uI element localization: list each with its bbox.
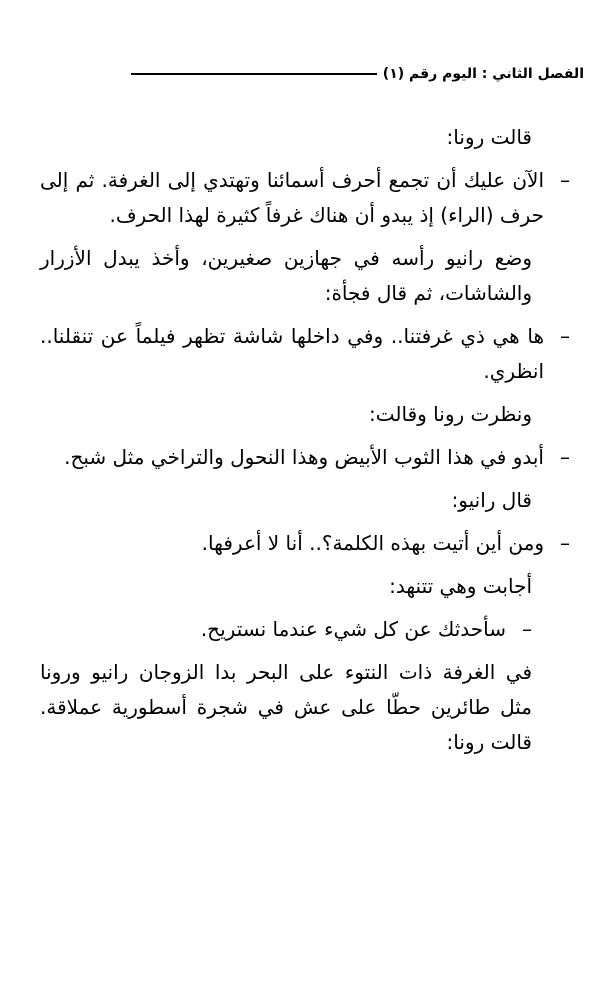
dialogue-text: ها هي ذي غرفتنا.. وفي داخلها شاشة تظهر فيلماً عن تنقلنا.. انظري. [40, 324, 544, 383]
chapter-title: الفصل الثاني : اليوم رقم (١) [382, 66, 584, 82]
dialogue-dash: – [560, 324, 570, 348]
narration-paragraph: وضع رانيو رأسه في جهازين صغيرين، وأخذ يبدل الأزرار والشاشات، ثم قال فجأة: [40, 246, 532, 305]
dialogue-line [40, 319, 570, 389]
dialogue-text: أبدو في هذا الثوب الأبيض وهذا النحول والتراخي مثل شبح. [64, 445, 544, 469]
dialogue-line [40, 612, 570, 647]
body-text [40, 120, 570, 768]
dialogue-text: الآن عليك أن تجمع أحرف أسمائنا وتهتدي إلى الغرفة. ثم إلى حرف (الراء) إذ يبدو أن هناك غرفاً كثيرة لهذا الحرف. [40, 168, 544, 227]
dialogue-text: ومن أين أتيت بهذه الكلمة؟.. أنا لا أعرفها. [201, 531, 544, 555]
dialogue-dash: – [560, 531, 570, 555]
narration-paragraph: قالت رونا: [446, 125, 532, 149]
narration-paragraph: أجابت وهي تتنهد: [389, 574, 532, 598]
dialogue-line [40, 163, 570, 233]
dialogue-text: سأحدثك عن كل شيء عندما نستريح. [200, 617, 506, 641]
narration-paragraph: ونظرت رونا وقالت: [369, 402, 532, 426]
header-divider [131, 73, 377, 75]
dialogue-dash: – [560, 168, 570, 192]
dialogue-line [40, 526, 570, 561]
dialogue-line [40, 440, 570, 475]
chapter-header [24, 64, 584, 84]
narration-paragraph: في الغرفة ذات النتوء على البحر بدا الزوجان رانيو ورونا مثل طائرين حطّا على عش في شجرة أسطورية عملاقة. قالت رونا: [40, 660, 532, 754]
dialogue-dash: – [560, 445, 570, 469]
narration-paragraph: قال رانيو: [451, 488, 532, 512]
dialogue-dash: – [522, 617, 532, 641]
